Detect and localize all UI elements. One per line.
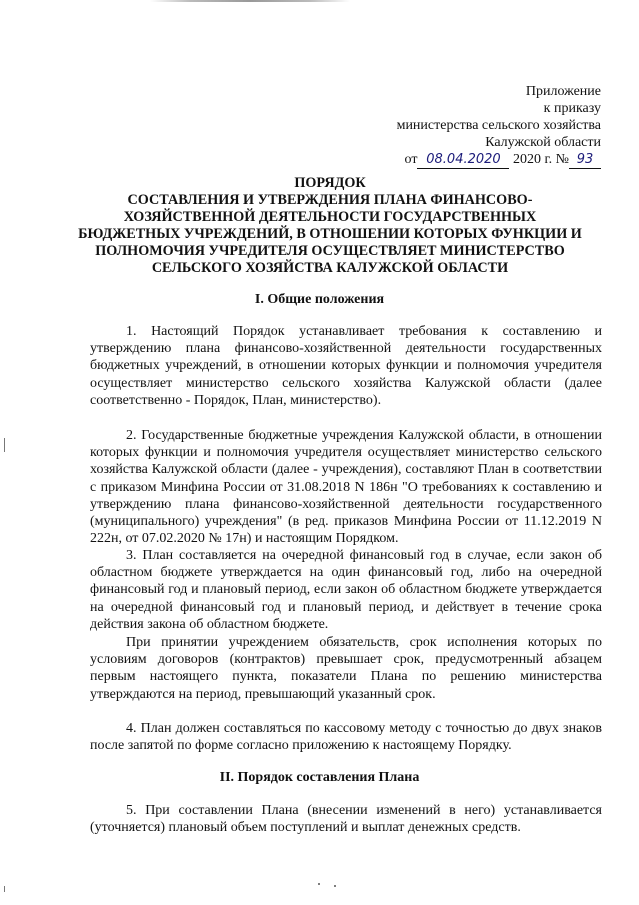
- paragraph-text: 1. Настоящий Порядок устанавливает требования к составлению и утверждению плана финансово-хозяйственной деятельности государственных бюджетных учреждений, в отношении которых функции и полномочия учредителя осуществляет министерство сельского хозяйства Калужской области (далее соответственно - Порядок, План, министерство).: [90, 324, 602, 408]
- title-line: СОСТАВЛЕНИЯ И УТВЕРЖДЕНИЯ ПЛАНА ФИНАНСОВО-: [127, 192, 533, 208]
- appendix-block: [397, 83, 601, 169]
- paragraph-text: 5. При составлении Плана (внесении изменений в него) устанавливается (уточняется) плановый объем поступлений и выплат денежных средств.: [90, 803, 602, 836]
- paragraph-text: При принятии учреждением обязательств, срок исполнения которых по условиям договоров (контрактов) превышает срок, предусмотренный абзацем первым настоящего пункта, показатели Плана по решению министерства утверждаются на период, превышающий указанный срок.: [90, 635, 602, 702]
- section-1-heading: I. Общие положения: [254, 292, 385, 307]
- title-line: ПОЛНОМОЧИЯ УЧРЕДИТЕЛЯ ОСУЩЕСТВЛЯЕТ МИНИСТЕРСТВО: [95, 243, 565, 259]
- handwritten-number: 93: [569, 151, 601, 169]
- title-line: БЮДЖЕТНЫХ УЧРЕЖДЕНИЙ, В ОТНОШЕНИИ КОТОРЫХ ФУНКЦИИ И: [78, 226, 582, 242]
- scan-mark-left-bottom: [4, 886, 5, 892]
- page-speck: [318, 883, 320, 885]
- appendix-line-1: Приложение: [525, 84, 601, 99]
- paragraph-5: [90, 802, 602, 836]
- page-speck: [334, 885, 336, 887]
- paragraph-2: [90, 427, 602, 547]
- paragraph-text: 4. План должен составляться по кассовому методу с точностью до двух знаков после запятой по форме согласно приложению к настоящему Порядку.: [90, 721, 602, 754]
- paragraph-text: 3. План составляется на очередной финансовый год в случае, если закон об областном бюджете утверждается на один финансовый год, либо на очередной финансовый год и плановый период, если закон об областном бюджете утверждается на очередной финансовый год и плановый период, и действует в течение срока действия закона об областном бюджете.: [90, 548, 602, 632]
- section-2-heading: II. Порядок составления Плана: [219, 770, 420, 785]
- appendix-line-4: Калужской области: [485, 135, 601, 150]
- document-title: [60, 175, 600, 277]
- scan-edge-top: [150, 0, 350, 2]
- appendix-line-2: к приказу: [543, 101, 601, 116]
- paragraph-3-continued: [90, 634, 602, 703]
- paragraph-4: [90, 720, 602, 754]
- paragraph-text: 2. Государственные бюджетные учреждения Калужской области, в отношении которых функции и полномочия учредителя осуществляет министерство сельского хозяйства Калужской области (далее - учреждения), составляют План в соответствии с приказом Минфина России от 31.08.2018 N 186н "О требованиях к составлению и утверждению плана финансово-хозяйственной деятельности государственного (муниципального) учреждения" (в ред. приказов Минфина России от 11.12.2019 N 222н, от 07.02.2020 № 17н) и настоящим Порядком.: [90, 428, 602, 547]
- appendix-date-line: [397, 151, 601, 169]
- handwritten-date: 08.04.2020: [417, 151, 509, 169]
- title-line: СЕЛЬСКОГО ХОЗЯЙСТВА КАЛУЖСКОЙ ОБЛАСТИ: [151, 260, 509, 276]
- date-prefix: от: [404, 152, 418, 167]
- paragraph-3: [90, 547, 602, 633]
- title-line: ХОЗЯЙСТВЕННОЙ ДЕЯТЕЛЬНОСТИ ГОСУДАРСТВЕННЫХ: [123, 209, 537, 225]
- title-line: ПОРЯДОК: [294, 175, 366, 191]
- appendix-line-3: министерства сельского хозяйства: [396, 118, 601, 133]
- year-suffix: 2020 г. №: [512, 152, 569, 167]
- paragraph-1: [90, 323, 602, 409]
- scan-mark-left: [4, 438, 5, 452]
